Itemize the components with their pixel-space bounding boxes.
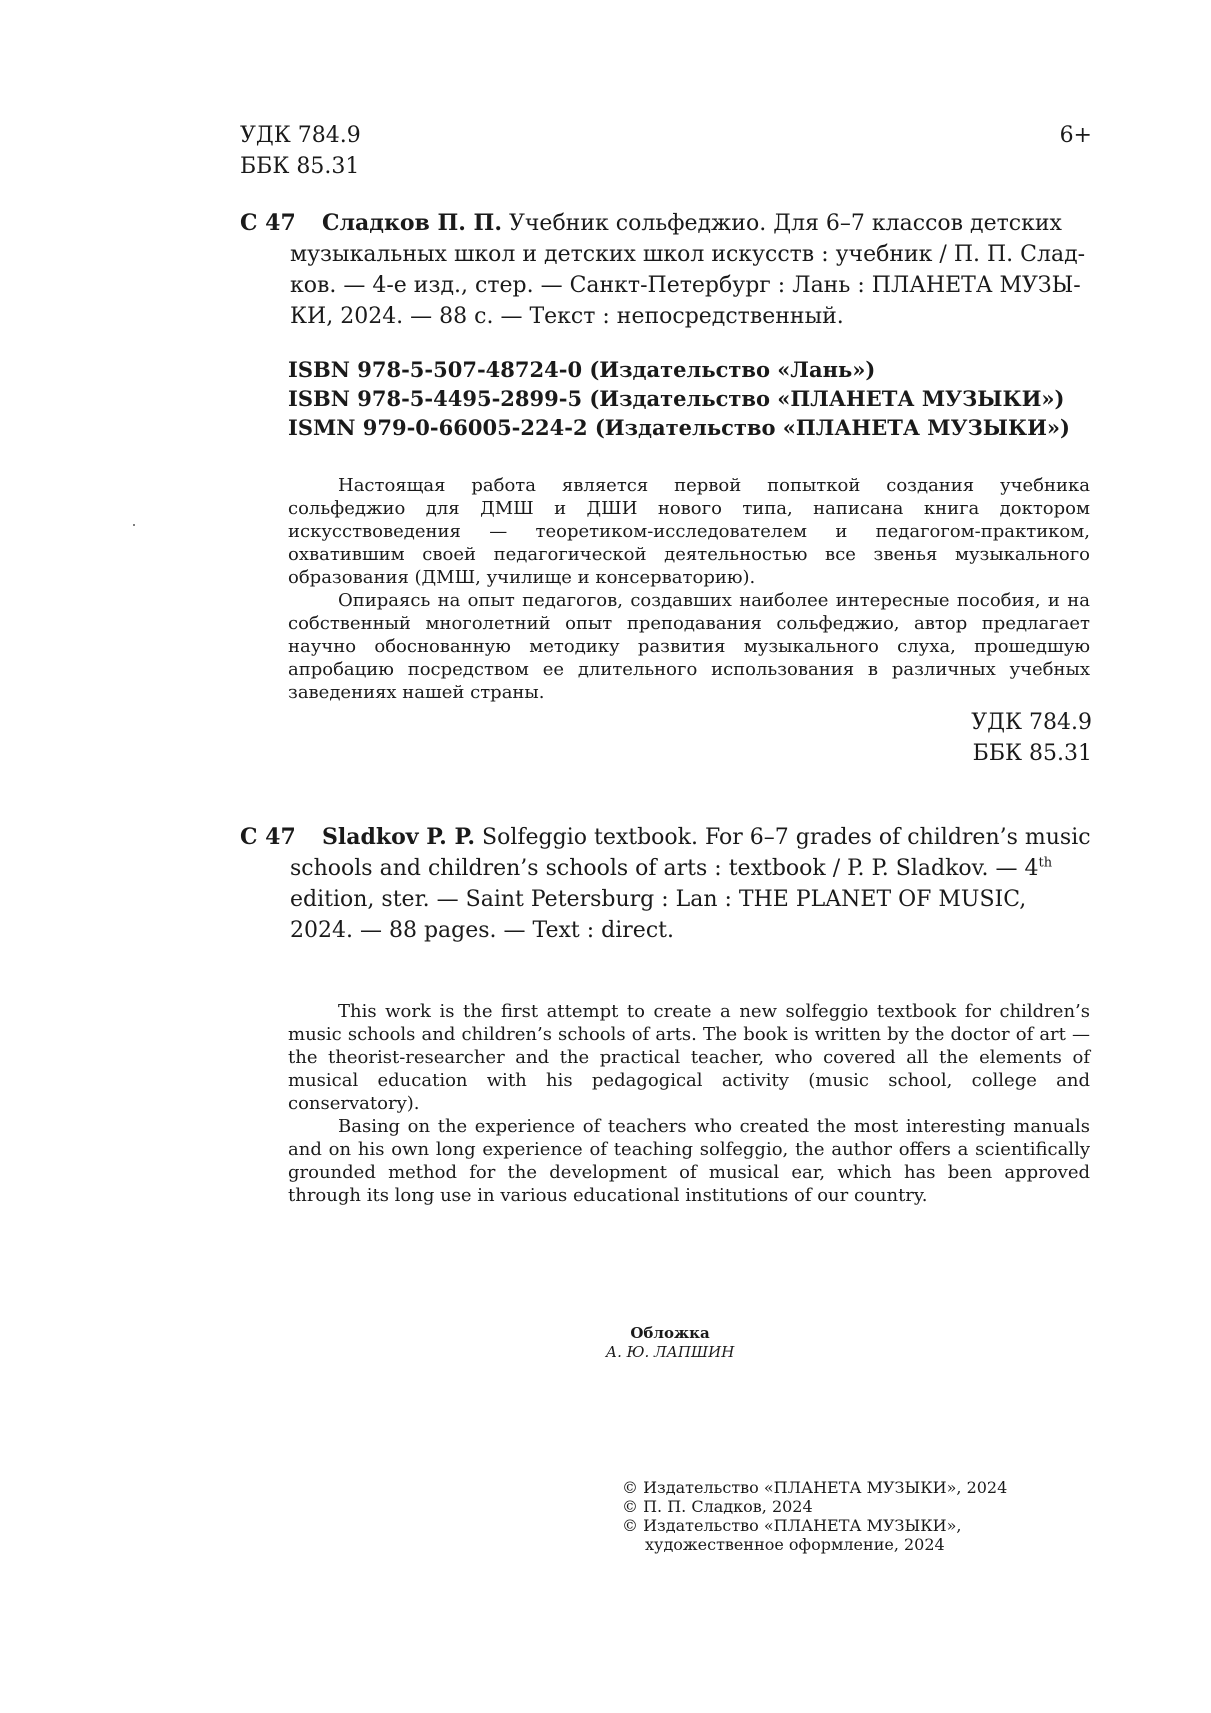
ru-entry-line: КИ, 2024. — 88 с. — Текст : непосредственный. [290,304,844,329]
cover-title: Обложка [630,1324,710,1342]
en-abstract-paragraph: Basing on the experience of teachers who created the most interesting manuals and on his own long experience of teaching solfeggio, the author offers a scientifically grounded method for the development of musical ear, which has been approved through its long use in various educational institutions of our country. [288,1116,1090,1206]
isbn-planeta: ISBN 978-5-4495-2899-5 (Издательство «ПЛАНЕТА МУЗЫКИ») [288,386,1065,411]
superscript-th: th [1038,855,1053,871]
copyright-line: художественное оформление, 2024 [645,1535,945,1554]
bbk-code: ББК 85.31 [240,154,360,179]
en-entry-first-line [322,822,1092,853]
ru-entry-code: С 47 [240,210,296,236]
udk-code: УДК 784.9 [240,123,361,148]
cover-credit [560,1324,780,1362]
en-bibliographic-entry [240,822,1092,946]
en-entry-line [290,853,1092,884]
udk-code-bottom: УДК 784.9 [971,710,1092,735]
isbn-block [288,355,1070,442]
en-entry-author: Sladkov P. P. [322,824,476,850]
en-entry-title: Solfeggio textbook. For 6–7 grades of children’s music [475,825,1091,850]
copyright-line: © Издательство «ПЛАНЕТА МУЗЫКИ», 2024 [622,1478,1008,1497]
ru-abstract-paragraph: Настоящая работа является первой попыткой создания учебника сольфеджио для ДМШ и ДШИ нового типа, написана книга доктором искусствоведения — теоретиком-исследователем и педагогом-практиком, охватившим своей педагогической деятельностью все звенья музыкального образования (ДМШ, училище и консерваторию). [288,475,1090,588]
bbk-code-bottom: ББК 85.31 [972,741,1092,766]
copyright-line: © Издательство «ПЛАНЕТА МУЗЫКИ», [622,1516,962,1535]
ru-entry-title: Учебник сольфеджио. Для 6–7 классов детских [501,211,1062,236]
en-abstract-paragraph: This work is the first attempt to create a new solfeggio textbook for children’s music schools and children’s schools of arts. The book is written by the doctor of art — the theorist-researcher and the practical teacher, who covered all the elements of musical education with his pedagogical activity (music school, college and conservatory). [288,1001,1090,1114]
cover-artist: А. Ю. ЛАПШИН [605,1343,735,1361]
isbn-lan: ISBN 978-5-507-48724-0 (Издательство «Лань») [288,357,876,382]
header-classification [240,120,361,182]
en-abstract [288,1000,1090,1207]
ru-entry-line: ков. — 4-е изд., стер. — Санкт-Петербург : Лань : ПЛАНЕТА МУЗЫ- [290,273,1081,298]
ru-entry-author: Сладков П. П. [322,210,502,236]
ru-entry-line: музыкальных школ и детских школ искусств : учебник / П. П. Слад- [290,242,1086,267]
ru-bibliographic-entry [240,208,1092,332]
footer-classification [971,707,1092,769]
age-rating: 6+ [1059,123,1092,148]
ru-entry-first-line [322,208,1092,239]
copyright-block [622,1478,1007,1554]
en-entry-line: 2024. — 88 pages. — Text : direct. [290,918,674,943]
copyright-line: © П. П. Сладков, 2024 [622,1497,813,1516]
en-entry-line2-text: schools and children’s schools of arts : textbook / P. P. Sladkov. — 4 [290,856,1039,881]
en-entry-line: edition, ster. — Saint Petersburg : Lan : THE PLANET OF MUSIC, [290,887,1027,912]
stray-mark [133,524,135,526]
en-entry-code: С 47 [240,824,296,850]
ismn-planeta: ISMN 979-0-66005-224-2 (Издательство «ПЛАНЕТА МУЗЫКИ») [288,415,1070,440]
ru-abstract [288,474,1090,704]
ru-abstract-paragraph: Опираясь на опыт педагогов, создавших наиболее интересные пособия, и на собственный многолетний опыт преподавания сольфеджио, автор предлагает научно обоснованную методику развития музыкального слуха, прошедшую апробацию посредством ее длительного использования в различных учебных заведениях нашей страны. [288,590,1090,703]
